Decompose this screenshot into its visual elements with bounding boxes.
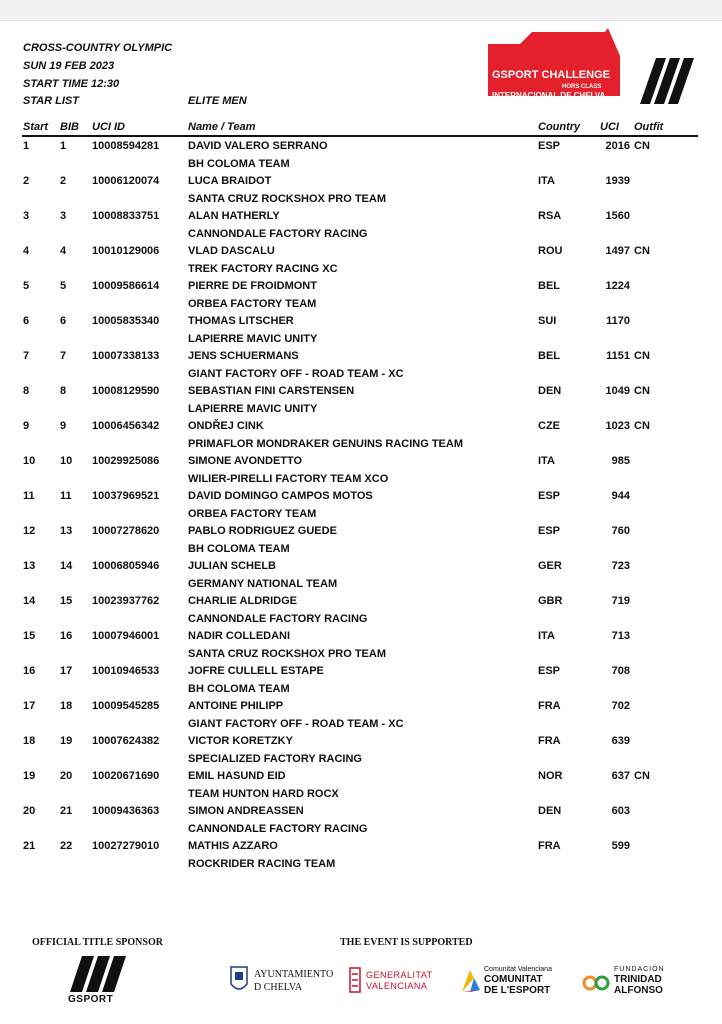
country-code: ITA [538,455,555,467]
generalitat-line1: GENERALITAT [366,970,433,980]
rider-name: LUCA BRAIDOT [188,175,272,187]
rider-name: SIMON ANDREASSEN [188,805,304,817]
rider-name: VICTOR KORETZKY [188,735,293,747]
start-pos: 14 [23,595,36,607]
table-row [0,630,722,665]
table-row [0,700,722,735]
bib-number: 11 [60,490,72,502]
uci-id: 10008833751 [92,210,160,222]
start-pos: 13 [23,560,36,572]
table-row [0,420,722,455]
uci-points: 708 [611,665,630,677]
fundacion-line2: ALFONSO [614,985,663,996]
uci-points: 1023 [605,420,630,432]
team-name: TREK FACTORY RACING XC [188,263,338,275]
rider-name: ANTOINE PHILIPP [188,700,284,712]
start-pos: 11 [23,490,35,502]
rider-name: SEBASTIAN FINI CARSTENSEN [188,385,355,397]
table-row [0,805,722,840]
country-code: ITA [538,630,555,642]
outfit: CN [634,770,650,782]
logo-line3: INTERNACIONAL DE CHELVA [492,91,606,100]
bib-number: 4 [60,245,67,257]
bib-number: 10 [60,455,73,467]
uci-id: 10008129590 [92,385,160,397]
country-code: BEL [538,280,560,292]
table-row [0,560,722,595]
country-code: ROU [538,245,563,257]
category-label: ELITE MEN [188,95,247,107]
team-name: BH COLOMA TEAM [188,543,290,555]
rider-name: THOMAS LITSCHER [188,315,294,327]
table-row [0,280,722,315]
event-logo-graphic [480,26,695,104]
country-code: SUI [538,315,557,327]
start-pos: 12 [23,525,36,537]
start-pos: 21 [23,840,36,852]
outfit: CN [634,140,650,152]
table-row [0,315,722,350]
comunitat-esport-icon [460,968,482,994]
team-name: BH COLOMA TEAM [188,158,290,170]
col-uci-id: UCI ID [92,121,125,133]
uci-id: 10006120074 [92,175,160,187]
uci-points: 1939 [605,175,630,187]
uci-id: 10027279010 [92,840,160,852]
generalitat-emblem-icon [348,966,362,994]
team-name: SANTA CRUZ ROCKSHOX PRO TEAM [188,648,386,660]
uci-id: 10010129006 [92,245,160,257]
start-pos: 5 [23,280,30,292]
bib-number: 15 [60,595,73,607]
supported-label: THE EVENT IS SUPPORTED [340,937,473,948]
uci-id: 10007338133 [92,350,160,362]
rider-name: PIERRE DE FROIDMONT [188,280,317,292]
fundacion-small: FUNDACIÓN [614,966,665,973]
country-code: ITA [538,175,555,187]
rider-name: CHARLIE ALDRIDGE [188,595,297,607]
gsport-logo [64,956,134,1006]
start-pos: 10 [23,455,36,467]
team-name: CANNONDALE FACTORY RACING [188,613,368,625]
uci-points: 1497 [605,245,630,257]
table-row [0,350,722,385]
rider-name: ALAN HATHERLY [188,210,280,222]
uci-id: 10007946001 [92,630,160,642]
uci-points: 985 [611,455,630,467]
col-bib: BIB [60,121,79,133]
country-code: CZE [538,420,560,432]
country-code: ESP [538,525,561,537]
rider-name: JOFRE CULLELL ESTAPE [188,665,324,677]
logo-line1: GSPORT CHALLENGE [492,69,610,81]
event-logo [480,26,695,104]
outfit: CN [634,245,650,257]
bib-number: 19 [60,735,73,747]
rider-name: ONDŘEJ CINK [188,420,264,432]
title-sponsor-label: OFFICIAL TITLE SPONSOR [32,937,163,948]
uci-id: 10009436363 [92,805,160,817]
team-name: SANTA CRUZ ROCKSHOX PRO TEAM [188,193,386,205]
country-code: FRA [538,840,561,852]
start-pos: 20 [23,805,36,817]
table-row [0,840,722,875]
team-name: WILIER-PIRELLI FACTORY TEAM XCO [188,473,389,485]
table-row [0,595,722,630]
start-pos: 18 [23,735,36,747]
bib-number: 2 [60,175,67,187]
uci-id: 10009586614 [92,280,160,292]
uci-points: 603 [611,805,630,817]
country-code: FRA [538,700,561,712]
start-pos: 4 [23,245,30,257]
comunitat-line1: COMUNITAT [484,974,543,985]
rider-name: JENS SCHUERMANS [188,350,299,362]
team-name: LAPIERRE MAVIC UNITY [188,403,318,415]
race-date: SUN 19 FEB 2023 [23,60,115,72]
team-name: LAPIERRE MAVIC UNITY [188,333,318,345]
table-row [0,665,722,700]
bib-number: 5 [60,280,67,292]
outfit: CN [634,350,650,362]
country-code: ESP [538,140,561,152]
bib-number: 8 [60,385,67,397]
rider-name: DAVID DOMINGO CAMPOS MOTOS [188,490,373,502]
gsport-wordmark: GSPORT [68,994,114,1005]
uci-points: 1224 [605,280,630,292]
team-name: CANNONDALE FACTORY RACING [188,228,368,240]
uci-id: 10006805946 [92,560,160,572]
rider-name: DAVID VALERO SERRANO [188,140,328,152]
country-code: ESP [538,490,561,502]
rider-name: EMIL HASUND EID [188,770,286,782]
fundacion-rings-icon [582,972,612,994]
comunitat-small: Comunitat Valenciana [484,966,552,973]
bib-number: 20 [60,770,73,782]
col-uci-points: UCI [600,121,619,133]
col-outfit: Outfit [634,121,664,133]
bib-number: 14 [60,560,73,572]
bib-number: 1 [60,140,67,152]
start-pos: 19 [23,770,36,782]
start-pos: 7 [23,350,30,362]
uci-points: 637 [611,770,630,782]
uci-id: 10023937762 [92,595,160,607]
uci-points: 723 [611,560,630,572]
uci-points: 760 [611,525,630,537]
team-name: ORBEA FACTORY TEAM [188,298,317,310]
uci-points: 1151 [606,350,630,362]
start-pos: 3 [23,210,30,222]
bib-number: 16 [60,630,73,642]
country-code: RSA [538,210,562,222]
country-code: BEL [538,350,560,362]
bib-number: 3 [60,210,67,222]
team-name: SPECIALIZED FACTORY RACING [188,753,362,765]
list-type: STAR LIST [23,95,80,107]
col-name-team: Name / Team [188,121,256,133]
table-row [0,525,722,560]
comunitat-line2: DE L'ESPORT [484,985,551,996]
rider-name: NADIR COLLEDANI [188,630,291,642]
country-code: DEN [538,805,562,817]
rider-name: MATHIS AZZARO [188,840,278,852]
chelva-crest-icon [230,966,248,994]
table-row [0,770,722,805]
uci-points: 713 [611,630,630,642]
start-pos: 9 [23,420,30,432]
uci-points: 719 [611,595,630,607]
uci-points: 702 [611,700,630,712]
start-pos: 6 [23,315,30,327]
race-title: CROSS-COUNTRY OLYMPIC [23,42,173,54]
bib-number: 18 [60,700,73,712]
uci-id: 10008594281 [92,140,160,152]
table-row [0,735,722,770]
fundacion-line1: TRINIDAD [614,974,662,985]
uci-points: 599 [611,840,630,852]
uci-id: 10009545285 [92,700,160,712]
start-time: START TIME 12:30 [23,78,120,90]
country-code: FRA [538,735,561,747]
table-row [0,175,722,210]
ayuntamiento-line1: AYUNTAMIENTO [254,969,334,980]
rider-name: PABLO RODRIGUEZ GUEDE [188,525,337,537]
outfit: CN [634,420,650,432]
table-row [0,385,722,420]
bib-number: 17 [60,665,73,677]
bib-number: 9 [60,420,67,432]
rider-name: VLAD DASCALU [188,245,275,257]
col-start: Start [23,121,49,133]
uci-id: 10029925086 [92,455,160,467]
uci-points: 2016 [605,140,630,152]
country-code: NOR [538,770,563,782]
bib-number: 7 [60,350,67,362]
start-pos: 2 [23,175,30,187]
team-name: GIANT FACTORY OFF - ROAD TEAM - XC [188,368,404,380]
uci-points: 944 [611,490,630,502]
uci-id: 10007624382 [92,735,160,747]
top-strip [0,0,722,21]
table-row [0,245,722,280]
uci-points: 1049 [605,385,630,397]
table-row [0,455,722,490]
country-code: ESP [538,665,561,677]
rider-name: JULIAN SCHELB [188,560,277,572]
gsport-stripes-icon [64,956,134,992]
col-country: Country [538,121,581,133]
uci-points: 639 [611,735,630,747]
team-name: CANNONDALE FACTORY RACING [188,823,368,835]
rider-name: SIMONE AVONDETTO [188,455,303,467]
table-row [0,140,722,175]
uci-points: 1170 [606,315,630,327]
table-row [0,490,722,525]
team-name: PRIMAFLOR MONDRAKER GENUINS RACING TEAM [188,438,463,450]
bib-number: 13 [60,525,73,537]
team-name: GERMANY NATIONAL TEAM [188,578,338,590]
start-pos: 15 [23,630,36,642]
start-pos: 16 [23,665,36,677]
uci-id: 10010946533 [92,665,160,677]
start-pos: 1 [23,140,30,152]
logo-line2: HORS CLASS [562,84,602,90]
generalitat-line2: VALENCIANA [366,981,428,991]
bib-number: 22 [60,840,73,852]
team-name: ROCKRIDER RACING TEAM [188,858,336,870]
uci-id: 10020671690 [92,770,160,782]
uci-id: 10007278620 [92,525,160,537]
ayuntamiento-line2: D CHELVA [254,982,303,993]
bib-number: 6 [60,315,67,327]
start-pos: 17 [23,700,36,712]
uci-points: 1560 [605,210,630,222]
country-code: GER [538,560,562,572]
team-name: ORBEA FACTORY TEAM [188,508,317,520]
table-row [0,210,722,245]
country-code: GBR [538,595,563,607]
start-pos: 8 [23,385,30,397]
header-rule [22,135,698,137]
team-name: BH COLOMA TEAM [188,683,290,695]
uci-id: 10006456342 [92,420,160,432]
uci-id: 10037969521 [92,490,160,502]
bib-number: 21 [60,805,73,817]
team-name: GIANT FACTORY OFF - ROAD TEAM - XC [188,718,404,730]
country-code: DEN [538,385,562,397]
uci-id: 10005835340 [92,315,160,327]
team-name: TEAM HUNTON HARD ROCX [188,788,339,800]
outfit: CN [634,385,650,397]
